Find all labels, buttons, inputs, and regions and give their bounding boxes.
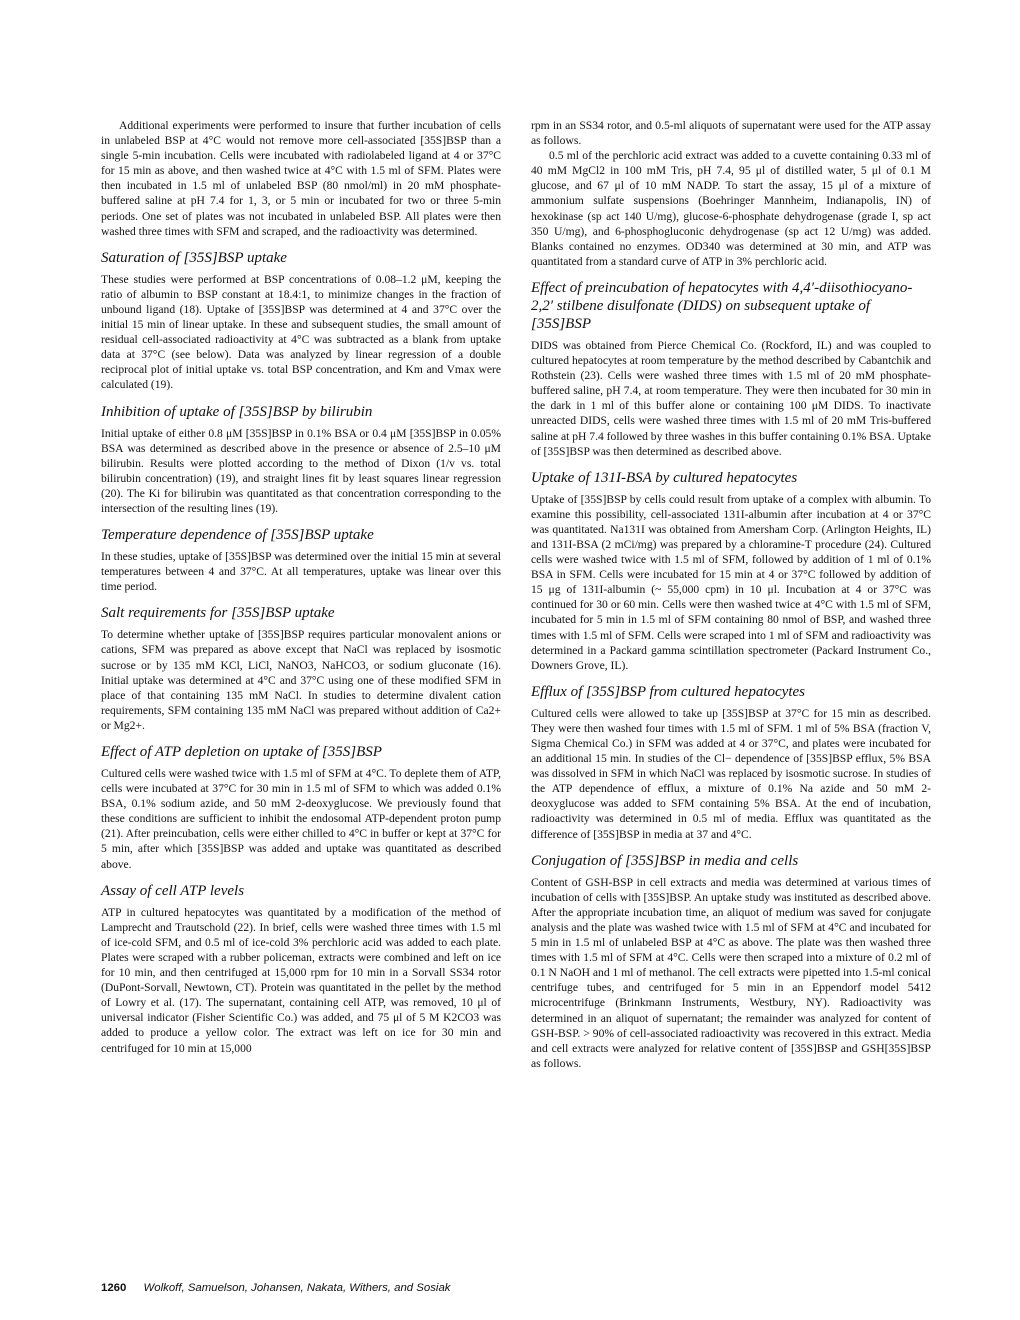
heading-inhibition: Inhibition of uptake of [35S]BSP by bilirubin (101, 403, 373, 420)
paragraph-assay: ATP in cultured hepatocytes was quantitated by a modification of the method of Lamprecht and Trautschold (22). In brief, cells were washed three times with 1.5 ml of ice-cold SFM, and 0.5 ml of ice-cold 3% perchloric acid was added to each plate. Plates were scraped with a rubber policeman, extracts were combined and left on ice for 10 min, and then centrifuged at 15,000 rpm for 10 min in a Sorvall SS34 rotor (DuPont-Sorvall, Newtown, CT). Protein was quantitated in the pellet by the method of Lowry et al. (17). The supernatant, containing cell ATP, was removed, 10 μl of universal indicator (Fisher Scientific Co.) was added, and 75 μl of 5 M K2CO3 was added to produce a yellow color. The extract was left on ice for 30 min and centrifuged for 10 min at 15,000 (101, 905, 501, 1055)
heading-i131: Uptake of 131I-BSA by cultured hepatocytes (531, 469, 798, 486)
heading-saturation: Saturation of [35S]BSP uptake (101, 249, 287, 266)
paragraph-cuvette: 0.5 ml of the perchloric acid extract was added to a cuvette containing 0.33 ml of 40 mM MgCl2 in 100 mM Tris, pH 7.4, 95 μl of distilled water, 5 μl of 0.1 M glucose, and 67 μl of 10 mM NADP. To start the assay, 15 μl of a mixture of ammonium sulfate suspensions (Boehringer Mannheim, Indianapolis, IN) of hexokinase (sp act 140 U/mg), glucose-6-phosphate dehydrogenase (grade I, sp act 350 U/mg), and 6-phosphogluconic dehydrogenase (sp act 12 U/mg) was added. Blanks contained no enzymes. OD340 was determined at 30 min, and ATP was quantitated from a standard curve of ATP in 3% perchloric acid. (531, 149, 931, 268)
paragraph-continuation: rpm in an SS34 rotor, and 0.5-ml aliquots of supernatant were used for the ATP assay as follows. (531, 119, 931, 148)
paragraph-salt: To determine whether uptake of [35S]BSP requires particular monovalent anions or cations, SFM was prepared as above except that NaCl was replaced by isosmotic sucrose or by 135 mM KCl, LiCl, NaNO3, NaHCO3, or sodium gluconate (16). Initial uptake was determined at 4°C and 37°C using one of these modified SFM in place of that containing 135 mM NaCl. In studies to determine divalent cation requirements, SFM containing 135 mM NaCl was prepared without addition of Ca2+ or Mg2+. (101, 628, 501, 732)
paragraph-atp-depletion: Cultured cells were washed twice with 1.5 ml of SFM at 4°C. To deplete them of ATP, cells were incubated at 37°C for 30 min in 1.5 ml of SFM to which was added 0.1% BSA, 0.1% sodium azide, and 50 mM 2-deoxyglucose. We previously found that these conditions are sufficient to inhibit the endosomal ATP-dependent proton pump (21). After preincubation, cells were either chilled to 4°C in buffer or kept at 37°C for 5 min, after which [35S]BSP was added and uptake was quantitated as described above. (101, 767, 501, 871)
paragraph-intro: Additional experiments were performed to insure that further incubation of cells in unlabeled BSP at 4°C would not remove more cell-associated [35S]BSP than a single 5-min incubation. Cells were incubated with radiolabeled ligand at 4 or 37°C for 15 min as above, and then washed twice at 4°C with 1.5 ml of SFM. Plates were then incubated in 1.5 ml of unlabeled BSP (80 nmol/ml) in 20 mM phosphate-buffered saline at pH 7.4 for 1, 3, or 5 min or incubated for two or three 5-min periods. One set of plates was not incubated in unlabeled BSP. All plates were then washed three times with SFM and scraped, and the radioactivity was determined. (101, 119, 501, 238)
page-number: 1260 (101, 1282, 127, 1294)
heading-conjugation: Conjugation of [35S]BSP in media and cells (531, 852, 799, 869)
paragraph-temperature: In these studies, uptake of [35S]BSP was determined over the initial 15 min at several temperatures between 4 and 37°C. At all temperatures, uptake was linear over this time period. (101, 550, 501, 594)
paragraph-conjugation: Content of GSH-BSP in cell extracts and media was determined at various times of incubation of cells with [35S]BSP. An uptake study was instituted as described above. After the appropriate incubation time, an aliquot of medium was saved for conjugate analysis and the plate was washed twice with 1.5 ml of SFM at 4°C and incubated for 5 min in 1.5 ml of unlabeled BSP at 4°C as above. The plate was then washed three times with 1.5 ml of SFM at 4°C. Cells were then scraped into a mixture of 0.2 ml of 0.1 N NaOH and 1 ml of methanol. The cell extracts were pipetted into 1.5-ml conical centrifuge tubes, and centrifuged for 5 min in an Eppendorf model 5412 microcentrifuge (Brinkmann Instruments, Westbury, NY). Radioactivity was determined in an aliquot of supernatant; the remainder was analyzed for content of GSH-BSP. > 90% of cell-associated radioactivity was recovered in this extract. Media and cell extracts were analyzed for relative content of [35S]BSP and GSH[35S]BSP as follows. (531, 875, 931, 1070)
heading-assay: Assay of cell ATP levels (101, 882, 245, 899)
paragraph-dids: DIDS was obtained from Pierce Chemical Co. (Rockford, IL) and was coupled to cultured hepatocytes at room temperature by the method described by Cabantchik and Rothstein (23). Cells were washed three times with 1.5 ml of 20 mM phosphate-buffered saline, pH 7.4, at room temperature. They were then incubated for 30 min in the dark in 1 ml of this buffer alone or containing 100 μM DIDS. To inactivate unreacted DIDS, cells were washed three times with 1.5 ml of 20 mM Tris-buffered saline at pH 7.4 followed by three washes in this buffer containing 0.1% BSA. Uptake of [35S]BSP was then determined as described above. (531, 338, 932, 458)
heading-atp-depletion: Effect of ATP depletion on uptake of [35S]BSP (101, 744, 382, 760)
left-column (101, 118, 501, 1056)
heading-salt: Salt requirements for [35S]BSP uptake (101, 605, 335, 622)
heading-temperature: Temperature dependence of [35S]BSP uptake (101, 527, 374, 544)
right-column (531, 118, 931, 1071)
page-footer (101, 1282, 450, 1294)
heading-efflux: Efflux of [35S]BSP from cultured hepatocytes (531, 683, 805, 700)
running-authors: Wolkoff, Samuelson, Johansen, Nakata, Withers, and Sosiak (143, 1282, 451, 1294)
paragraph-i131: Uptake of [35S]BSP by cells could result from uptake of a complex with albumin. To examine this possibility, cell-associated 131I-albumin after incubation at 4 or 37°C was quantitated. Na131I was obtained from Amersham Corp. (Arlington Heights, IL) and 131I-BSA (2 mCi/mg) was prepared by a chloramine-T procedure (24). Cultured cells were washed twice with 1.5 ml of SFM, followed by addition of 1 ml of 0.1% BSA in SFM. Cells were incubated for 15 min at 4 or 37°C followed by addition of 15 μg of 131I-albumin (~ 55,000 cpm) in 10 μl. Incubation at 4 or 37°C was continued for 30 or 60 min. Cells were then washed twice at 4°C with 1.5 ml of SFM, incubated for 5 min in 1.5 ml of SFM containing 80 nmol of BSP, and washed three times with 1.5 ml of SFM. Cells were scraped into 1 ml of SFM and radioactivity was determined in a Packard gamma scintillation spectrometer (Packard Instrument Co., Downers Grove, IL). (531, 492, 931, 672)
paragraph-efflux: Cultured cells were allowed to take up [35S]BSP at 37°C for 15 min as described. They were then washed four times with 1.5 ml of SFM. 1 ml of 5% BSA (fraction V, Sigma Chemical Co.) in SFM was added at 4 or 37°C, and plates were incubated for an additional 15 min. In studies of the Cl− dependence of [35S]BSP efflux, 5% BSA was dissolved in SFM in which NaCl was replaced by isosmotic sucrose. In studies of the ATP dependence of efflux, a mixture of 0.1% Na azide and 50 mM 2-deoxyglucose was added to SFM containing 5% BSA. At the end of incubation, radioactivity was determined in 0.5 ml of media. Efflux was quantitated as the difference of [35S]BSP in media at 37 and 4°C. (531, 706, 931, 841)
paragraph-inhibition: Initial uptake of either 0.8 μM [35S]BSP in 0.1% BSA or 0.4 μM [35S]BSP in 0.05% BSA was determined as described above in the presence or absence of 2.5–10 μM bilirubin. Results were plotted according to the method of Dixon (1/v vs. total bilirubin concentration) (19), and straight lines fit by least squares linear regression (20). The Ki for bilirubin was quantitated as that concentration corresponding to the intersection of the resulting lines (19). (101, 426, 501, 515)
paragraph-saturation: These studies were performed at BSP concentrations of 0.08–1.2 μM, keeping the ratio of albumin to BSP constant at 18.4:1, to minimize changes in the fraction of unbound ligand (18). Uptake of [35S]BSP was determined at 4 and 37°C over the initial 15 min of linear uptake. In these and subsequent studies, the small amount of residual cell-associated radioactivity at 4°C was subtracted as a blank from uptake data at 37°C (see below). Data was analyzed by linear regression of a double reciprocal plot of initial uptake vs. total BSP concentration, and Km and Vmax were calculated (19). (101, 272, 501, 392)
heading-dids: Effect of preincubation of hepatocytes with 4,4′-diisothiocyano-2,2′ stilbene disulfonate (DIDS) on subsequent uptake of [35S]BSP (531, 279, 913, 332)
